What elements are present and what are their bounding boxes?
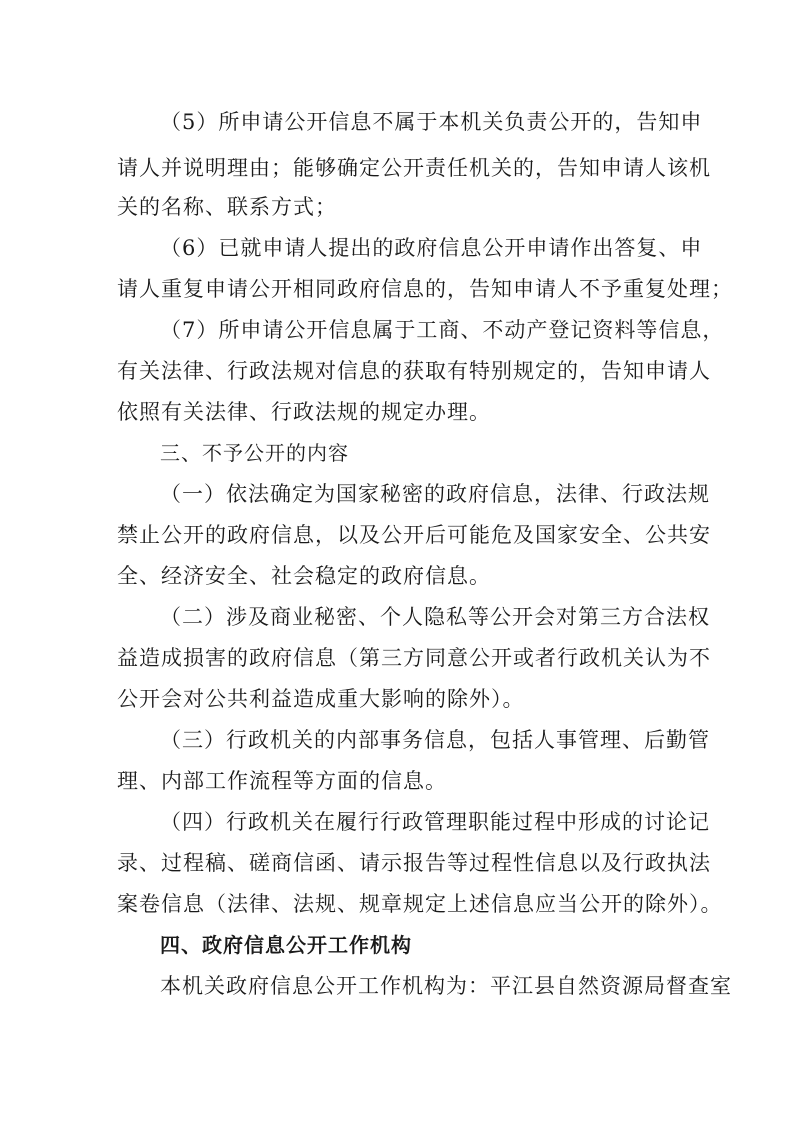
paragraph-line: 依照有关法律、行政法规的规定办理。 xyxy=(117,400,491,424)
paragraph-line: 请人重复申请公开相同政府信息的，告知申请人不予重复处理； xyxy=(117,277,733,301)
paragraph-line: 益造成损害的政府信息（第三方同意公开或者行政机关认为不 xyxy=(117,646,711,670)
paragraph-line: （二）涉及商业秘密、个人隐私等公开会对第三方合法权 xyxy=(160,605,710,629)
paragraph-line: 禁止公开的政府信息，以及公开后可能危及国家安全、公共安 xyxy=(117,523,711,547)
paragraph-line: （一）依法确定为国家秘密的政府信息，法律、行政法规 xyxy=(160,482,710,506)
paragraph-line: 案卷信息（法律、法规、规章规定上述信息应当公开的除外）。 xyxy=(117,892,723,916)
paragraph-line: （7）所申请公开信息属于工商、不动产登记资料等信息， xyxy=(160,318,725,342)
paragraph-line: 全、经济安全、社会稳定的政府信息。 xyxy=(117,564,491,588)
paragraph-line: 有关法律、行政法规对信息的获取有特别规定的，告知申请人 xyxy=(117,359,711,383)
paragraph-line: 录、过程稿、磋商信函、请示报告等过程性信息以及行政执法 xyxy=(117,851,711,875)
paragraph-line: （三）行政机关的内部事务信息，包括人事管理、后勤管 xyxy=(160,728,710,752)
paragraph-line: 请人并说明理由；能够确定公开责任机关的，告知申请人该机 xyxy=(117,156,711,180)
paragraph-line: 公开会对公共利益造成重大影响的除外）。 xyxy=(117,687,525,711)
paragraph-line: 关的名称、联系方式； xyxy=(117,195,337,219)
paragraph-line: （5）所申请公开信息不属于本机关负责公开的，告知申 xyxy=(160,110,703,134)
paragraph-line: 理、内部工作流程等方面的信息。 xyxy=(117,769,447,793)
section-heading: 四、政府信息公开工作机构 xyxy=(160,933,412,957)
paragraph-line: 本机关政府信息公开工作机构为：平江县自然资源局督查室 xyxy=(160,974,732,998)
section-heading: 三、不予公开的内容 xyxy=(160,441,349,465)
paragraph-line: （6）已就申请人提出的政府信息公开申请作出答复、申 xyxy=(160,236,703,260)
paragraph-line: （四）行政机关在履行行政管理职能过程中形成的讨论记 xyxy=(160,810,710,834)
